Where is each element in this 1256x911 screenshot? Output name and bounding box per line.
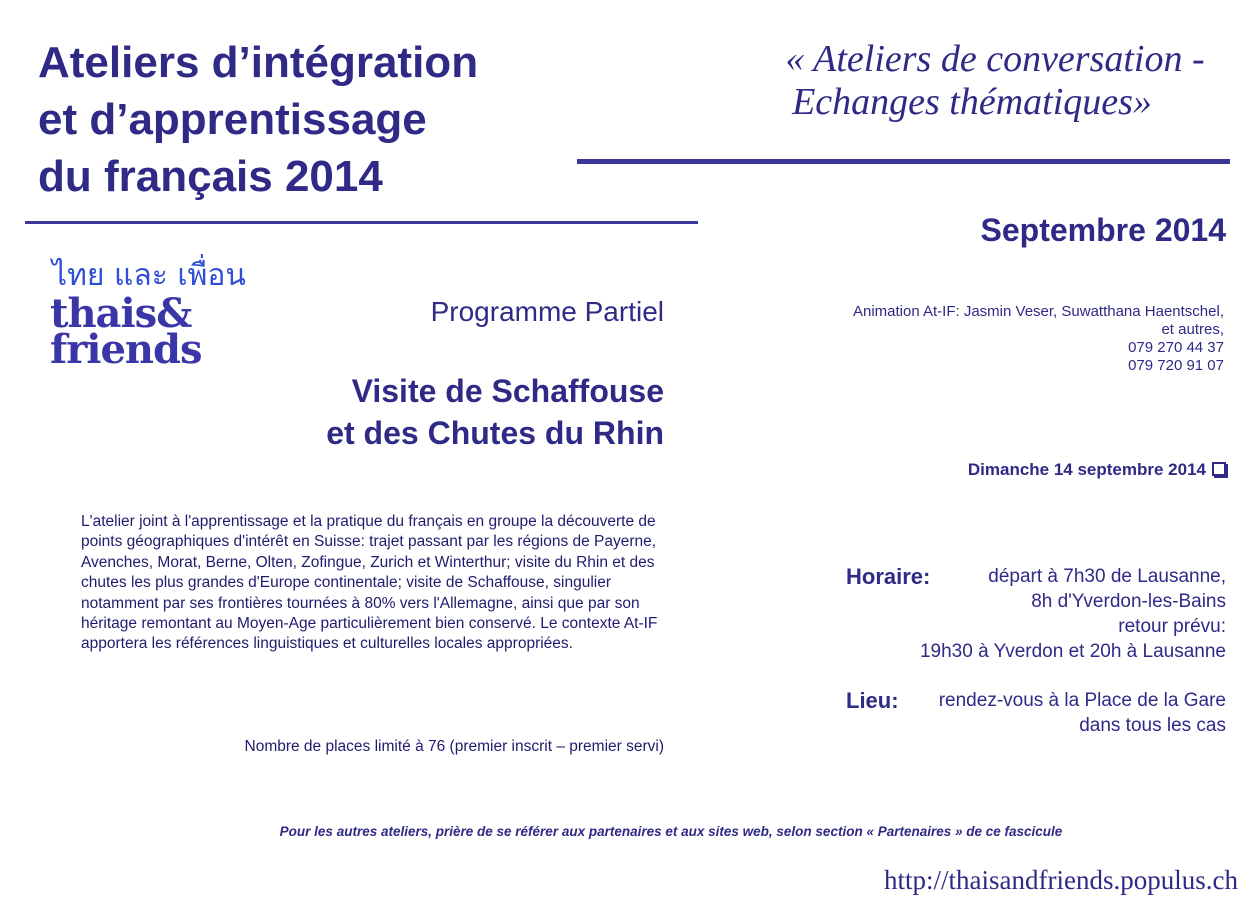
animation-line-1: Animation At-IF: Jasmin Veser, Suwatthana Haentschel,: [852, 303, 1224, 320]
conversation-title-line-1: « Ateliers de conversation -: [785, 38, 1205, 80]
main-title-line-1: Ateliers d’intégration: [38, 38, 479, 87]
animation-phone-2: 079 720 91 07: [1128, 357, 1224, 374]
horaire-line-4: 19h30 à Yverdon et 20h à Lausanne: [919, 641, 1226, 662]
logo-line-2: friends: [50, 326, 202, 373]
logo-thai-text: ไทย และ เพื่อน: [52, 258, 246, 293]
footer-note: Pour les autres ateliers, prière de se référer aux partenaires et aux sites web, selon section « Partenaires » de ce fascicule: [279, 824, 1063, 839]
event-date-text: Dimanche 14 septembre 2014: [967, 460, 1206, 479]
horaire-line-2: 8h d'Yverdon-les-Bains: [1031, 591, 1226, 612]
main-title-line-2: et d’apprentissage: [38, 95, 427, 144]
thais-and-friends-logo: [50, 252, 246, 373]
event-date: [968, 460, 1226, 480]
lieu-label: Lieu:: [846, 688, 899, 713]
horaire-block: [846, 564, 1226, 664]
visit-title-line-1: Visite de Schaffouse: [351, 373, 664, 409]
horaire-line-1: départ à 7h30 de Lausanne,: [988, 566, 1226, 587]
month-heading: Septembre 2014: [980, 212, 1226, 248]
animation-phone-1: 079 270 44 37: [1128, 339, 1224, 356]
animation-line-2: et autres,: [1161, 321, 1224, 338]
website-link[interactable]: http://thaisandfriends.populus.ch: [884, 865, 1238, 895]
programme-label: Programme Partiel: [430, 296, 664, 327]
conversation-title: [720, 38, 1256, 124]
lieu-line-1: rendez-vous à la Place de la Gare: [938, 690, 1226, 711]
visit-title: [326, 370, 664, 454]
horaire-label: Horaire:: [846, 564, 931, 589]
programme-description: L'atelier joint à l'apprentissage et la pratique du français en groupe la découverte de points géographiques d'intérêt en Suisse: trajet passant par les régions de Payerne, Avenches, Morat, Berne, Olten, Zofingue, Zurich et Winterthur; visite du Rhin et des chutes les plus grandes d'Europe continentale; visite de Schaffouse, singulier notamment par ses frontières tournées à 80% vers l'Allemagne, ainsi que par son héritage remontant au Moyen-Age particulièrement bien conservé. Le contexte At-IF apportera les références linguistiques et culturelles locales appropriées.: [81, 513, 658, 653]
lieu-line-2: dans tous les cas: [1079, 715, 1226, 736]
places-note: Nombre de places limité à 76 (premier inscrit – premier servi): [244, 738, 664, 755]
conversation-title-line-2: Echanges thématiques»: [792, 81, 1152, 123]
divider-top-right: [577, 159, 1230, 164]
animation-contacts: [853, 303, 1224, 375]
lieu-block: [846, 688, 1226, 738]
logo-line-1: thais&: [50, 290, 192, 337]
visit-title-line-2: et des Chutes du Rhin: [326, 415, 664, 451]
divider-left: [25, 221, 698, 224]
main-title: [38, 34, 658, 205]
horaire-line-3: retour prévu:: [1118, 616, 1226, 637]
main-title-line-3: du français 2014: [38, 152, 383, 201]
checkbox-icon: [1212, 462, 1226, 476]
